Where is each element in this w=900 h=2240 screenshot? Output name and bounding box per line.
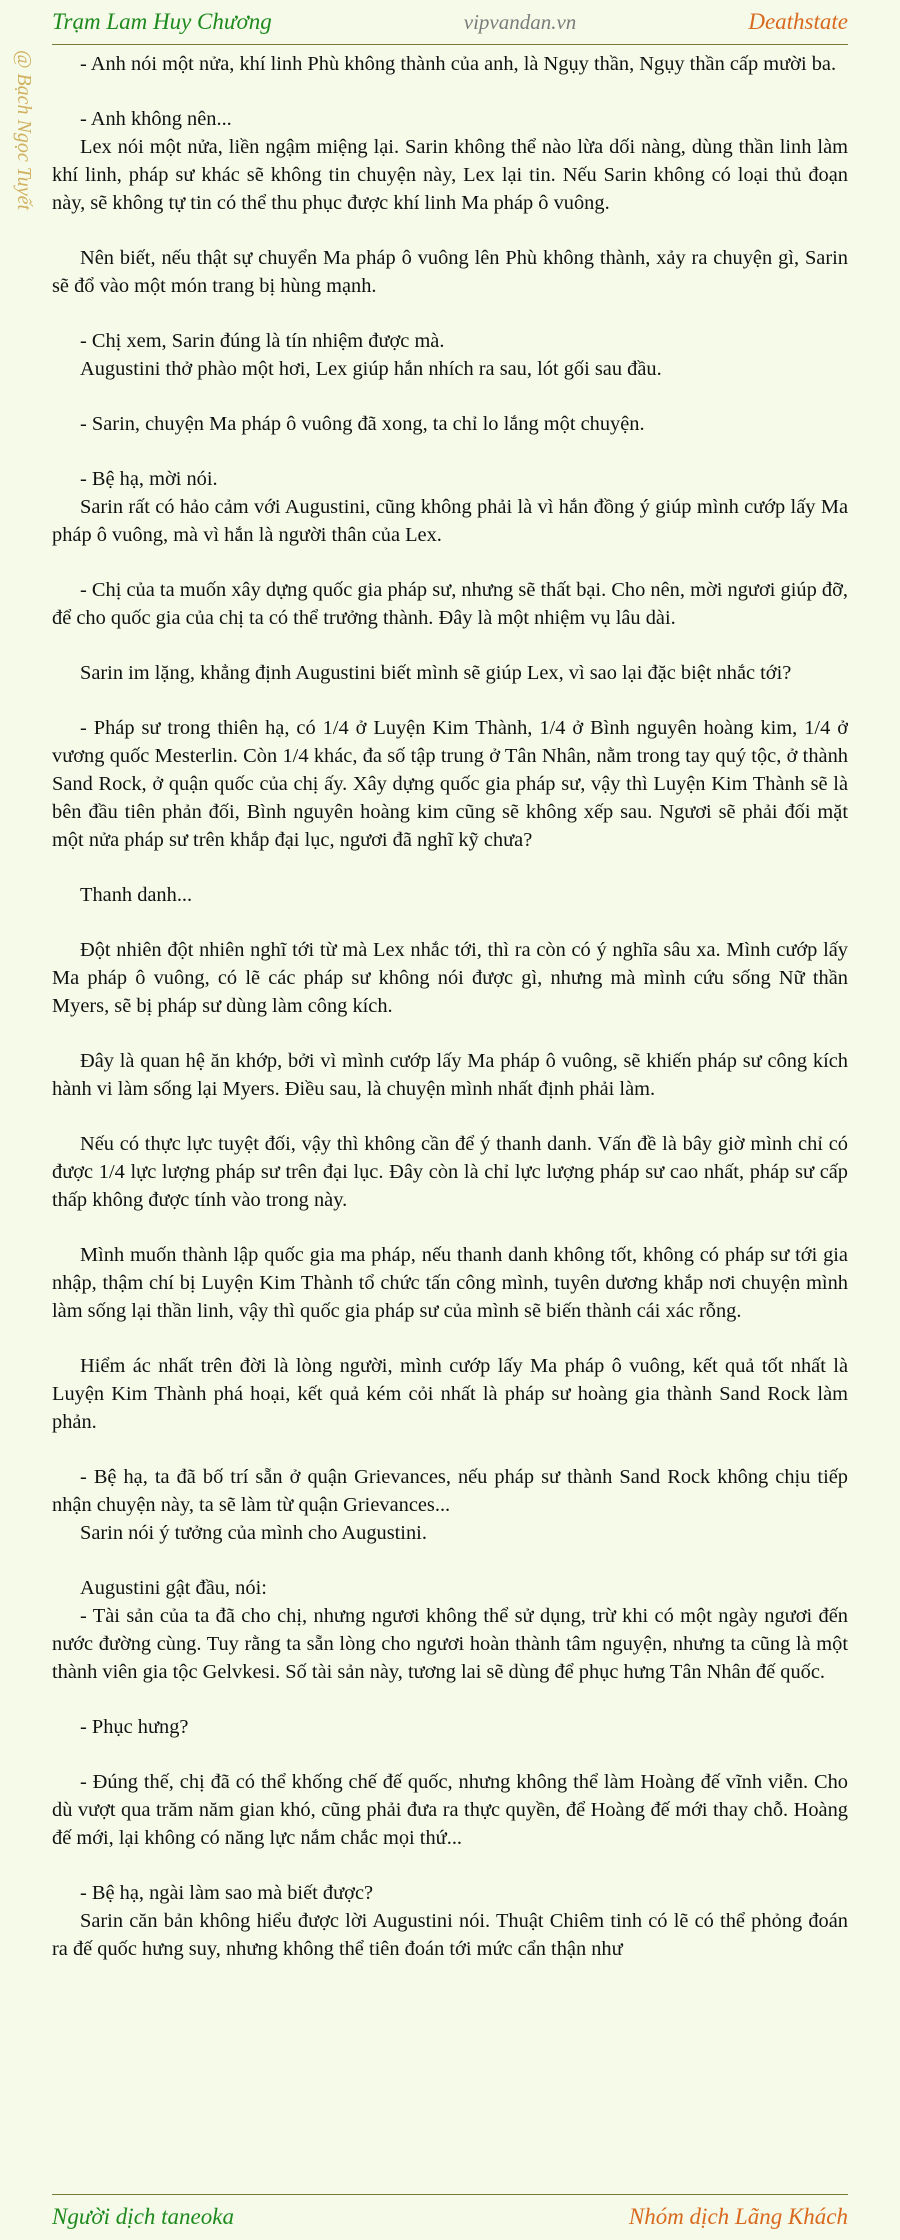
paragraph: - Chị của ta muốn xây dựng quốc gia pháp sư, nhưng sẽ thất bại. Cho nên, mời ngươi giúp đỡ, để cho quốc gia của chị ta có thể trưởng thành. Đây là một nhiệm vụ lâu dài. xyxy=(52,579,848,629)
paragraph: Augustini thở phào một hơi, Lex giúp hắn nhích ra sau, lót gối sau đầu. xyxy=(80,358,662,380)
footer-group: Nhóm dịch Lãng Khách xyxy=(628,2204,848,2229)
paragraph: Sarin im lặng, khẳng định Augustini biết mình sẽ giúp Lex, vì sao lại đặc biệt nhắc tới? xyxy=(80,662,792,684)
paragraph: - Bệ hạ, mời nói. xyxy=(80,468,218,490)
paragraph: - Bệ hạ, ngài làm sao mà biết được? xyxy=(80,1882,374,1904)
paragraph: Mình muốn thành lập quốc gia ma pháp, nếu thanh danh không tốt, không có pháp sư tới gia nhập, thậm chí bị Luyện Kim Thành tổ chức tấn công mình, tuyên dương khắp nơi chuyện mình làm sống lại thần linh, vậy thì quốc gia pháp sư của mình sẽ biến thành cái xác rỗng. xyxy=(52,1244,848,1322)
paragraph: Hiểm ác nhất trên đời là lòng người, mình cướp lấy Ma pháp ô vuông, kết quả tốt nhất là Luyện Kim Thành phá hoại, kết quả kém cỏi nhất là pháp sư hoàng gia thành Sand Rock làm phản. xyxy=(52,1355,848,1433)
paragraph: Nếu có thực lực tuyệt đối, vậy thì không cần để ý thanh danh. Vấn đề là bây giờ mình chỉ có được 1/4 lực lượng pháp sư trên đại lục. Đây còn là chỉ lực lượng pháp sư cao nhất, pháp sư cấp thấp không được tính vào trong này. xyxy=(52,1133,848,1211)
paragraph: - Đúng thế, chị đã có thể khống chế đế quốc, nhưng không thể làm Hoàng đế vĩnh viễn. Cho dù vượt qua trăm năm gian khó, cũng phải đưa ra thực quyền, để Hoàng đế mới thay chỗ. Hoàng đế mới, lại không có năng lực nắm chắc mọi thứ... xyxy=(52,1771,848,1849)
paragraph: - Chị xem, Sarin đúng là tín nhiệm được mà. xyxy=(80,330,445,352)
page-body xyxy=(52,50,848,2188)
header-book-title: Trạm Lam Huy Chương xyxy=(52,9,272,34)
paragraph: - Pháp sư trong thiên hạ, có 1/4 ở Luyện Kim Thành, 1/4 ở Bình nguyên hoàng kim, 1/4 ở vương quốc Mesterlin. Còn 1/4 khác, đa số tập trung ở Tân Nhân, nằm trong tay quý tộc, ở thành Sand Rock, ở quận quốc của chị ấy. Xây dựng quốc gia pháp sư, vậy thì Luyện Kim Thành sẽ là bên đầu tiên phản đối, Bình nguyên hoàng kim cũng sẽ không xếp sau. Ngươi sẽ phải đối mặt một nửa pháp sư trên khắp đại lục, ngươi đã nghĩ kỹ chưa? xyxy=(52,717,848,851)
page-footer xyxy=(52,2194,848,2239)
paragraph: Sarin căn bản không hiểu được lời Augustini nói. Thuật Chiêm tinh có lẽ có thể phỏng đoán ra đế quốc hưng suy, nhưng không thể tiên đoán tới mức cẩn thận như xyxy=(52,1910,848,1960)
paragraph: Sarin rất có hảo cảm với Augustini, cũng không phải là vì hắn đồng ý giúp mình cướp lấy Ma pháp ô vuông, mà vì hắn là người thân của Lex. xyxy=(52,496,848,546)
side-watermark xyxy=(12,50,38,290)
paragraph: - Sarin, chuyện Ma pháp ô vuông đã xong, ta chỉ lo lắng một chuyện. xyxy=(80,413,645,435)
paragraph: Lex nói một nửa, liền ngậm miệng lại. Sarin không thể nào lừa dối nàng, dùng thần linh làm khí linh, pháp sư khác sẽ không tin chuyện này, Lex lại tin. Nếu Sarin không có loại thủ đoạn này, sẽ không tự tin có thể thu phục được khí linh Ma pháp ô vuông. xyxy=(52,136,848,214)
paragraph: - Tài sản của ta đã cho chị, nhưng ngươi không thể sử dụng, trừ khi có một ngày ngươi đến nước đường cùng. Tuy rằng ta sẵn lòng cho ngươi hoàn thành tâm nguyện, nhưng ta cũng là một thành viên gia tộc Gelvkesi. Số tài sản này, tương lai sẽ dùng để phục hưng Tân Nhân đế quốc. xyxy=(52,1605,848,1683)
paragraph: Augustini gật đầu, nói: xyxy=(80,1577,267,1599)
paragraph: - Phục hưng? xyxy=(80,1716,189,1738)
header-site: vipvandan.vn xyxy=(463,9,577,34)
paragraph: Thanh danh... xyxy=(80,884,193,906)
footer-translator: Người dịch taneoka xyxy=(52,2204,234,2229)
paragraph: Nên biết, nếu thật sự chuyển Ma pháp ô vuông lên Phù không thành, xảy ra chuyện gì, Sarin sẽ đổ vào một món trang bị hùng mạnh. xyxy=(52,247,848,297)
side-watermark-text: @ Bạch Ngọc Tuyết xyxy=(13,50,35,211)
paragraph: - Anh không nên... xyxy=(80,108,232,130)
paragraph: - Anh nói một nửa, khí linh Phù không thành của anh, là Ngụy thần, Ngụy thần cấp mười ba. xyxy=(80,53,837,75)
paragraph: Đây là quan hệ ăn khớp, bởi vì mình cướp lấy Ma pháp ô vuông, sẽ khiến pháp sư công kích hành vi làm sống lại Myers. Điều sau, là chuyện mình nhất định phải làm. xyxy=(52,1050,848,1100)
paragraph: Đột nhiên đột nhiên nghĩ tới từ mà Lex nhắc tới, thì ra còn có ý nghĩa sâu xa. Mình cướp lấy Ma pháp ô vuông, có lẽ các pháp sư không nói được gì, nhưng mà mình cứu sống Nữ thần Myers, sẽ bị pháp sư dùng làm công kích. xyxy=(52,939,848,1017)
paragraph: Sarin nói ý tưởng của mình cho Augustini. xyxy=(80,1522,427,1544)
header-author: Deathstate xyxy=(748,9,848,34)
page-header xyxy=(52,0,848,45)
paragraph: - Bệ hạ, ta đã bố trí sẵn ở quận Grievances, nếu pháp sư thành Sand Rock không chịu tiếp nhận chuyện này, ta sẽ làm từ quận Grievances... xyxy=(52,1466,848,1516)
